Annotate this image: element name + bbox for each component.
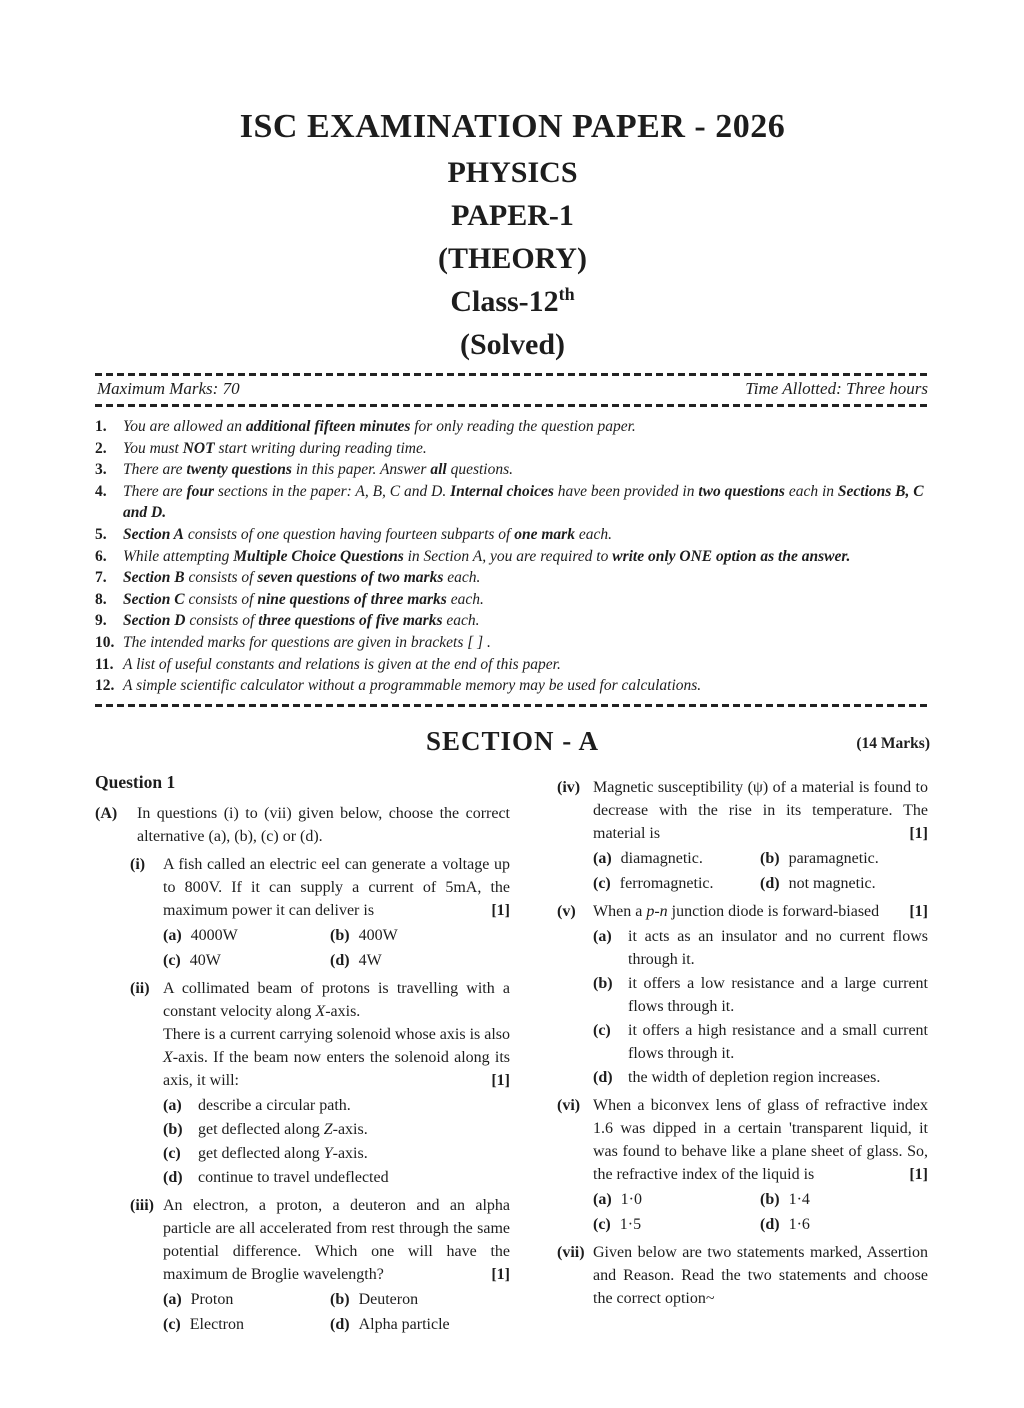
- instruction-number: 3.: [95, 461, 107, 479]
- text-run: A simple scientific calculator without a programmable memory may be used for calculations.: [123, 677, 702, 695]
- option-label: (c): [163, 951, 181, 969]
- subpart-stem: [163, 977, 510, 1023]
- text-run: You must: [123, 439, 183, 457]
- class-superscript: th: [558, 284, 575, 304]
- question-subpart: [130, 1194, 510, 1336]
- text-run: 4W: [358, 951, 382, 969]
- subpart-label: (vi): [557, 1096, 581, 1114]
- text-run: NOT: [182, 439, 215, 457]
- text-run: each in: [784, 482, 838, 500]
- subpart-body: [163, 977, 510, 1189]
- option: [163, 1313, 330, 1336]
- marks-badge: [1]: [491, 1265, 510, 1283]
- subpart-stem: [593, 1094, 928, 1186]
- option-label: (c): [163, 1144, 181, 1162]
- text-run: Proton: [190, 1290, 234, 1308]
- text-run: Section D: [123, 612, 186, 630]
- part-a-text: In questions (i) to (vii) given below, choose the correct alternative (a), (b), (c) or (d).: [137, 804, 510, 845]
- class-text: Class-12: [450, 285, 559, 318]
- text-run: it offers a high resistance and a small current flows through it.: [628, 1021, 928, 1062]
- maximum-marks: Maximum Marks: 70: [97, 379, 240, 398]
- left-column: [95, 771, 510, 1336]
- section-title: SECTION - A: [425, 725, 600, 756]
- text-run: -axis.: [332, 1144, 368, 1162]
- title-line-1: ISC EXAMINATION PAPER - 2026: [239, 108, 786, 145]
- option-text: [198, 1166, 510, 1189]
- option-label: (c): [593, 1215, 611, 1233]
- option: [593, 1188, 760, 1211]
- instruction-number: 9.: [95, 612, 107, 630]
- option: [330, 949, 510, 972]
- text-run: three questions of five marks: [258, 612, 443, 630]
- instruction-item: [95, 589, 930, 611]
- instruction-number: 5.: [95, 525, 107, 543]
- option: [163, 1118, 510, 1141]
- instruction-text: [123, 675, 930, 697]
- option-label: (c): [593, 1021, 611, 1039]
- text-run: questions.: [446, 461, 514, 479]
- instruction-number: 12.: [95, 677, 115, 695]
- option: [163, 1094, 510, 1117]
- instruction-text: [123, 438, 930, 460]
- text-run: each.: [443, 569, 481, 587]
- text-run: 1·0: [620, 1190, 642, 1208]
- option-text: [628, 1066, 928, 1089]
- marks-badge: [1]: [909, 902, 928, 920]
- option-label: (a): [163, 1096, 182, 1114]
- option-label: (c): [163, 1315, 181, 1333]
- text-run: have been provided in: [553, 482, 699, 500]
- subpart-body: [593, 776, 928, 895]
- option: [163, 1288, 330, 1311]
- option-label: (a): [163, 926, 182, 944]
- left-subparts: [95, 853, 510, 1336]
- option: [163, 924, 330, 947]
- option: [593, 972, 928, 1018]
- text-run: sections in the paper: A, B, C and D.: [214, 482, 451, 500]
- text-run: get deflected along: [198, 1120, 324, 1138]
- question-columns: [95, 771, 930, 1336]
- instruction-number: 6.: [95, 547, 107, 565]
- text-run: write only ONE option as the answer.: [612, 547, 851, 565]
- section-marks: (14 Marks): [856, 734, 930, 752]
- instruction-item: [95, 675, 930, 697]
- subpart-stem: [163, 853, 510, 922]
- text-run: it offers a low resistance and a large current flows through it.: [628, 974, 928, 1015]
- text-run: An electron, a proton, a deuteron and an alpha particle are all accelerated from rest through the same potential difference. Which one will have the maximum de Broglie wavelength?: [163, 1196, 510, 1283]
- option-label: (b): [760, 849, 780, 867]
- document-title-block: [95, 0, 930, 360]
- marks-badge: [1]: [909, 824, 928, 842]
- text-run: twenty questions: [186, 461, 292, 479]
- instruction-text: [123, 654, 930, 676]
- option-text: [198, 1094, 510, 1117]
- option: [593, 847, 760, 870]
- instruction-text: [123, 459, 930, 481]
- option-label: (c): [593, 874, 611, 892]
- text-run: in Section A, you are required to: [403, 547, 613, 565]
- instruction-number: 1.: [95, 418, 107, 435]
- text-run: Z: [323, 1120, 333, 1138]
- instruction-text: [123, 416, 930, 438]
- part-a-label: (A): [95, 804, 118, 822]
- instruction-item: [95, 459, 930, 481]
- text-run: 40W: [189, 951, 221, 969]
- text-run: additional fifteen minutes: [245, 418, 411, 435]
- option: [593, 925, 928, 971]
- options-grid: [593, 1188, 928, 1236]
- instruction-number: 10.: [95, 633, 115, 651]
- option: [163, 1142, 510, 1165]
- option-label: (a): [593, 849, 612, 867]
- instruction-text: [123, 524, 930, 546]
- text-run: each.: [442, 612, 480, 630]
- options-grid: [163, 924, 510, 972]
- text-run: consists of: [184, 590, 258, 608]
- subpart-body: [593, 900, 928, 1089]
- time-allotted: Time Allotted: Three hours: [745, 379, 928, 398]
- text-run: Electron: [189, 1315, 244, 1333]
- text-run: paramagnetic.: [788, 849, 879, 867]
- text-run: for only reading the question paper.: [410, 418, 636, 435]
- text-run: four: [186, 482, 215, 500]
- option: [330, 924, 510, 947]
- question-subpart: [557, 900, 928, 1089]
- subpart-body: [163, 1194, 510, 1336]
- title-line-solved: (Solved): [460, 328, 565, 361]
- option: [760, 847, 928, 870]
- text-run: two questions: [698, 482, 785, 500]
- subpart-body: [593, 1094, 928, 1236]
- options-grid: [163, 1288, 510, 1336]
- text-run: -axis. If the beam now enters the solenoid along its axis, it will:: [163, 1048, 510, 1089]
- text-run: -axis.: [325, 1002, 361, 1020]
- text-run: nine questions of three marks: [257, 590, 447, 608]
- text-run: ferromagnetic.: [619, 874, 714, 892]
- text-run: Multiple Choice Questions: [233, 547, 404, 565]
- option-label: (d): [760, 874, 780, 892]
- subpart-body: [593, 1241, 928, 1310]
- option: [593, 872, 760, 895]
- text-run: not magnetic.: [788, 874, 876, 892]
- text-run: A collimated beam of protons is travelling with a constant velocity along: [163, 979, 510, 1020]
- text-run: Section B: [123, 569, 185, 587]
- instruction-item: [95, 416, 930, 438]
- instruction-item: [95, 481, 930, 524]
- option-label: (a): [163, 1290, 182, 1308]
- instruction-text: [123, 589, 930, 611]
- text-run: one mark: [514, 525, 575, 543]
- subpart-label: (v): [557, 902, 576, 920]
- option-text: [198, 1118, 510, 1141]
- option-label: (b): [163, 1120, 183, 1138]
- text-run: The intended marks for questions are given in brackets [ ] .: [123, 633, 491, 651]
- text-run: There is a current carrying solenoid whose axis is also: [163, 1025, 511, 1043]
- right-subparts: [557, 776, 928, 1310]
- option-text: [628, 972, 928, 1018]
- text-run: each.: [574, 525, 612, 543]
- dashed-divider-under-meta: [95, 404, 930, 407]
- text-run: 1·4: [788, 1190, 810, 1208]
- option-label: (d): [593, 1068, 613, 1086]
- text-run: -axis.: [332, 1120, 368, 1138]
- instruction-text: [123, 567, 930, 589]
- text-run: A fish called an electric eel can generate a voltage up to 800V. If it can supply a current of 5mA, the maximum power it can deliver is: [163, 855, 510, 919]
- section-heading-row: [95, 723, 930, 759]
- marks-badge: [1]: [491, 1071, 510, 1089]
- option-label: (d): [330, 1315, 350, 1333]
- text-run: diamagnetic.: [620, 849, 703, 867]
- option: [760, 872, 928, 895]
- subpart-label: (i): [130, 855, 146, 873]
- meta-row: [95, 376, 930, 404]
- text-run: Magnetic susceptibility (ψ) of a material is found to decrease with the rise in its temperature. The material is: [593, 778, 928, 842]
- option: [163, 1166, 510, 1189]
- text-run: consists of one question having fourteen subparts of: [184, 525, 515, 543]
- option-text: [628, 925, 928, 971]
- question-subpart: [557, 1094, 928, 1236]
- option-label: (d): [760, 1215, 780, 1233]
- text-run: There are: [123, 461, 187, 479]
- text-run: A list of useful constants and relations is given at the end of this paper.: [123, 655, 561, 673]
- text-run: While attempting: [123, 547, 234, 565]
- instruction-number: 8.: [95, 590, 107, 608]
- question-subpart: [130, 977, 510, 1189]
- text-run: There are: [123, 482, 187, 500]
- text-run: junction diode is forward-biased: [667, 902, 880, 920]
- instruction-item: [95, 524, 930, 546]
- title-line-paper: PAPER-1: [451, 199, 574, 232]
- instruction-item: [95, 654, 930, 676]
- marks-badge: [1]: [491, 901, 510, 919]
- subpart-label: (ii): [130, 979, 150, 997]
- text-run: Section A: [123, 525, 185, 543]
- text-run: describe a circular path.: [198, 1096, 351, 1114]
- instruction-text: [123, 481, 930, 524]
- instruction-item: [95, 632, 930, 654]
- subpart-label: (iv): [557, 778, 581, 796]
- options-grid: [593, 847, 928, 895]
- question-subpart: [557, 776, 928, 895]
- option-text: [628, 1019, 928, 1065]
- instruction-item: [95, 567, 930, 589]
- question-subpart: [557, 1241, 928, 1310]
- text-run: in this paper. Answer: [291, 461, 431, 479]
- title-line-subject: PHYSICS: [447, 156, 578, 189]
- option: [330, 1313, 510, 1336]
- options-list: [163, 1094, 510, 1189]
- subpart-body: [163, 853, 510, 972]
- instruction-text: [123, 546, 930, 568]
- option-label: (b): [330, 926, 350, 944]
- subpart-label: (vii): [557, 1243, 585, 1261]
- instruction-item: [95, 610, 930, 632]
- text-run: each.: [446, 590, 484, 608]
- option: [330, 1288, 510, 1311]
- option-label: (a): [593, 927, 612, 945]
- subpart-stem: [593, 1241, 928, 1310]
- instruction-text: [123, 610, 930, 632]
- text-run: Internal choices: [450, 482, 554, 500]
- right-column: [557, 771, 928, 1336]
- instruction-item: [95, 546, 930, 568]
- text-run: the width of depletion region increases.: [628, 1068, 881, 1086]
- instruction-item: [95, 438, 930, 460]
- option-text: [198, 1142, 510, 1165]
- text-run: p-n: [646, 902, 668, 920]
- instruction-number: 2.: [95, 439, 107, 457]
- text-run: Section C: [123, 590, 185, 608]
- text-run: 1·5: [619, 1215, 642, 1233]
- subpart-stem: [593, 900, 928, 923]
- option-label: (a): [593, 1190, 612, 1208]
- text-run: X: [315, 1002, 326, 1020]
- text-run: Y: [323, 1144, 333, 1162]
- instruction-number: 7.: [95, 569, 107, 587]
- text-run: X: [163, 1048, 173, 1066]
- option-label: (b): [760, 1190, 780, 1208]
- instruction-number: 4.: [95, 482, 107, 500]
- text-run: seven questions of two marks: [257, 569, 444, 587]
- option: [760, 1188, 928, 1211]
- text-run: 400W: [358, 926, 398, 944]
- subpart-stem: [163, 1194, 510, 1286]
- title-line-class: [95, 284, 930, 318]
- option-label: (d): [163, 1168, 183, 1186]
- marks-badge: [1]: [909, 1165, 928, 1183]
- option: [593, 1019, 928, 1065]
- text-run: continue to travel undeflected: [198, 1168, 389, 1186]
- text-run: You are allowed an: [123, 418, 246, 435]
- text-run: Alpha particle: [358, 1315, 450, 1333]
- text-run: all: [430, 461, 447, 479]
- text-run: consists of: [184, 569, 258, 587]
- option-label: (b): [330, 1290, 350, 1308]
- text-run: Given below are two statements marked, Assertion and Reason. Read the two statements and choose the correct option~: [593, 1243, 928, 1307]
- options-list: [593, 925, 928, 1089]
- instruction-number: 11.: [95, 655, 114, 673]
- text-run: When a biconvex lens of glass of refractive index 1.6 was dipped in a certain 'transparent liquid, it was found to behave like a plane sheet of glass. So, the refractive index of the liquid is: [593, 1096, 928, 1183]
- title-line-theory: (THEORY): [438, 242, 587, 275]
- dashed-divider-bottom: [95, 704, 930, 707]
- question-subpart: [130, 853, 510, 972]
- option: [760, 1213, 928, 1236]
- option: [593, 1213, 760, 1236]
- option: [593, 1066, 928, 1089]
- text-run: it acts as an insulator and no current flows through it.: [628, 927, 928, 968]
- text-run: Deuteron: [358, 1290, 419, 1308]
- text-run: start writing during reading time.: [214, 439, 427, 457]
- text-run: 4000W: [190, 926, 238, 944]
- text-run: Sections B, C and D.: [123, 482, 924, 522]
- option: [163, 949, 330, 972]
- text-run: 1·6: [788, 1215, 810, 1233]
- subpart-label: (iii): [130, 1196, 154, 1214]
- instructions-list: [95, 416, 930, 697]
- question-heading: Question 1: [95, 771, 176, 792]
- instruction-text: [123, 632, 930, 654]
- text-run: consists of: [185, 612, 259, 630]
- part-a: [95, 802, 510, 848]
- option-label: (d): [330, 951, 350, 969]
- text-run: get deflected along: [198, 1144, 324, 1162]
- option-label: (b): [593, 974, 613, 992]
- text-run: When a: [593, 902, 647, 920]
- subpart-stem: [593, 776, 928, 845]
- subpart-stem: [163, 1023, 510, 1092]
